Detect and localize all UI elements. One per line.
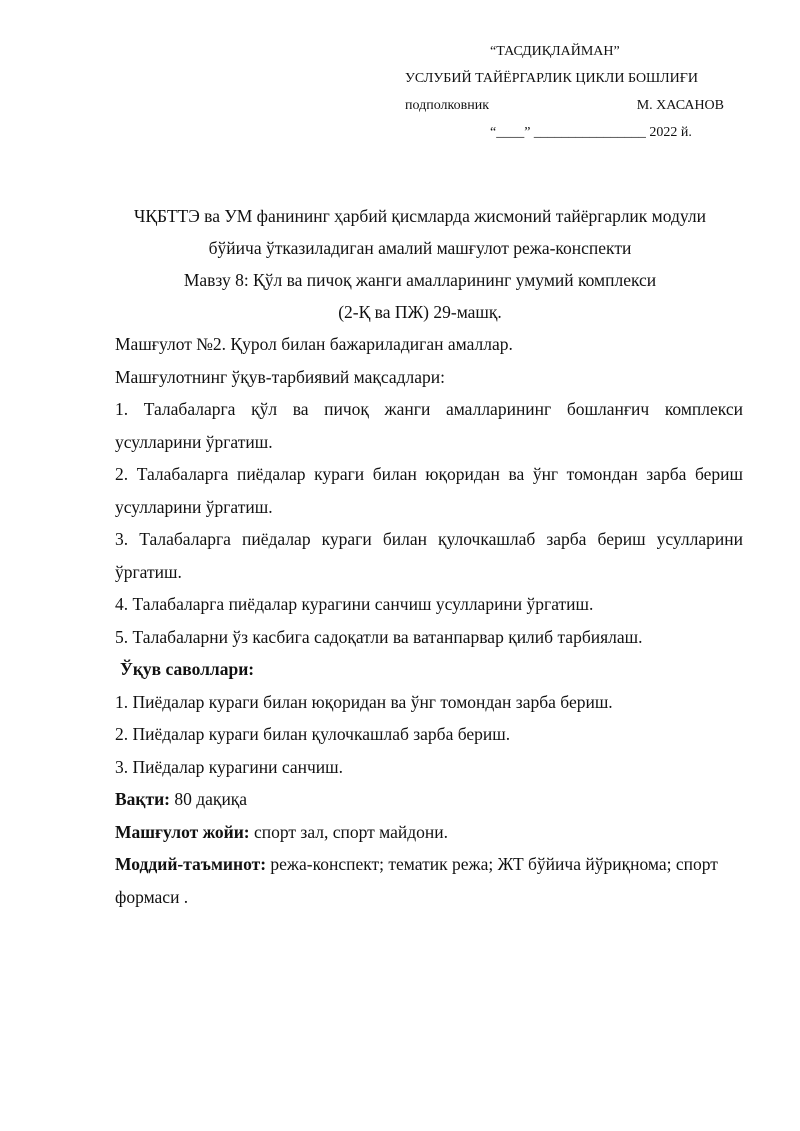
questions-heading: Ўқув саволлари: xyxy=(120,659,255,679)
place-value: спорт зал, спорт майдони. xyxy=(249,821,448,842)
time-label: Вақти: xyxy=(115,789,171,809)
approval-block xyxy=(405,38,735,146)
title-line-1: ЧҚБТТЭ ва УМ фанининг ҳарбий қисмларда жисмоний тайёргарлик модули xyxy=(134,206,706,226)
lesson-line: Машғулот №2. Қурол билан бажариладиган амаллар. xyxy=(115,334,513,354)
title-line-2: бўйича ўтказиладиган амалий машғулот режа-конспекти xyxy=(208,238,632,258)
approval-date: “____” ________________ 2022 й. xyxy=(490,125,692,140)
approval-title: “ТАСДИҚЛАЙМАН” xyxy=(490,44,620,59)
goal-item: 2. Талабаларга пиёдалар кураги билан юқоридан ва ўнг томондан зарба бериш усулларини ўргатиш. xyxy=(115,464,743,517)
approval-signatory xyxy=(405,92,724,119)
time-value: 80 дақиқа xyxy=(170,789,248,809)
support-label: Моддий-таъминот: xyxy=(115,854,267,874)
approval-position: УСЛУБИЙ ТАЙЁРГАРЛИК ЦИКЛИ БОШЛИҒИ xyxy=(405,71,698,86)
place-label: Машғулот жойи: xyxy=(115,821,250,842)
support-line xyxy=(115,848,743,913)
document-body xyxy=(115,328,743,913)
time-line xyxy=(115,783,743,816)
support-value: режа-конспект; тематик режа; ЖТ бўйича йўриқнома; спорт формаси . xyxy=(115,854,718,907)
approval-rank: подполковник xyxy=(405,98,489,113)
document-title xyxy=(100,200,740,328)
question-item: 1. Пиёдалар кураги билан юқоридан ва ўнг томондан зарба бериш. xyxy=(115,691,613,712)
place-line xyxy=(115,816,743,849)
goal-item: 5. Талабаларни ўз касбига садоқатли ва ватанпарвар қилиб тарбиялаш. xyxy=(115,626,643,647)
topic-code-line: (2-Қ ва ПЖ) 29-машқ. xyxy=(338,302,502,322)
goal-item: 4. Талабаларга пиёдалар курагини санчиш усулларини ўргатиш. xyxy=(115,594,594,614)
goal-item: 3. Талабаларга пиёдалар кураги билан қулочкашлаб зарба бериш усулларини ўргатиш. xyxy=(115,529,743,582)
topic-line: Мавзу 8: Қўл ва пичоқ жанги амалларининг умумий комплекси xyxy=(183,270,657,290)
approval-name: М. ХАСАНОВ xyxy=(636,98,724,113)
goals-heading: Машғулотнинг ўқув-тарбиявий мақсадлари: xyxy=(115,366,446,387)
question-item: 2. Пиёдалар кураги билан қулочкашлаб зарба бериш. xyxy=(115,724,511,744)
question-item: 3. Пиёдалар курагини санчиш. xyxy=(115,756,344,777)
goal-item: 1. Талабаларга қўл ва пичоқ жанги амалларининг бошланғич комплекси усулларини ўргатиш. xyxy=(115,399,743,452)
